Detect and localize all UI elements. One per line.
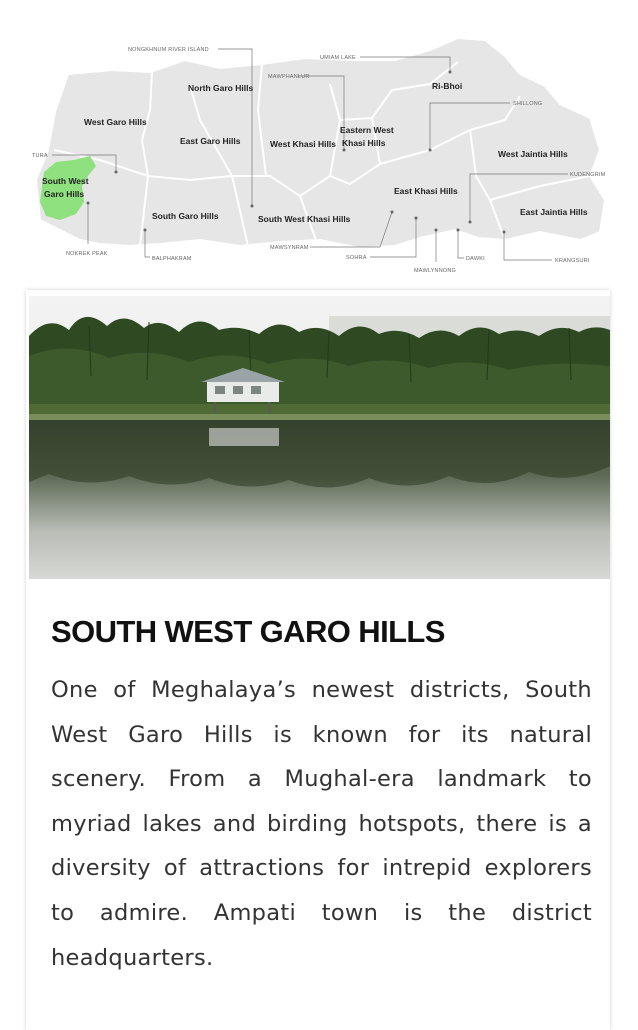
place-mawlynnong: MAWLYNNONG xyxy=(414,268,457,274)
label-ri-bhoi: Ri-Bhoi xyxy=(432,81,463,91)
label-south-west-garo-hills: South West xyxy=(42,176,89,186)
label-north-garo-hills: North Garo Hills xyxy=(188,83,254,93)
district-title: SOUTH WEST GARO HILLS xyxy=(51,614,445,649)
label-eastern-west-khasi-hills-2: Khasi Hills xyxy=(342,138,386,148)
label-south-west-khasi-hills: South West Khasi Hills xyxy=(258,214,351,224)
label-west-garo-hills: West Garo Hills xyxy=(84,117,147,127)
lake-scene-image xyxy=(29,296,610,579)
place-krangsuri: KRANGSURI xyxy=(555,258,590,264)
district-map xyxy=(0,0,638,290)
place-balphakram: BALPHAKRAM xyxy=(152,256,192,262)
place-nokrek: NOKREK PEAK xyxy=(66,251,108,257)
place-kudengrim: KUDENGRIM xyxy=(570,172,606,178)
label-east-khasi-hills: East Khasi Hills xyxy=(394,186,458,196)
label-west-jaintia-hills: West Jaintia Hills xyxy=(498,149,568,159)
label-west-khasi-hills: West Khasi Hills xyxy=(270,139,336,149)
place-mawphanlur: MAWPHANLUR xyxy=(268,74,310,80)
place-tura: TURA xyxy=(32,153,48,159)
label-eastern-west-khasi-hills: Eastern West xyxy=(340,125,394,135)
place-nongkhnum: NONGKHNUM RIVER ISLAND xyxy=(128,47,209,53)
district-description: One of Meghalaya’s newest districts, South West Garo Hills is known for its natural scenery. From a Mughal-era landmark to myriad lakes and birding hotspots, there is a diversity of attractions for intrepid explorers to admire. Ampati town is the district headquarters. xyxy=(51,677,592,971)
place-sohra: SOHRA xyxy=(346,255,367,261)
place-shillong: SHILLONG xyxy=(513,101,543,107)
place-dawki: DAWKI xyxy=(466,256,485,262)
label-south-west-garo-hills-2: Garo Hills xyxy=(44,189,85,199)
label-east-garo-hills: East Garo Hills xyxy=(180,136,241,146)
label-east-jaintia-hills: East Jaintia Hills xyxy=(520,207,588,217)
district-photo xyxy=(29,296,610,579)
place-umiam: UMIAM LAKE xyxy=(320,55,356,61)
district-card[interactable] xyxy=(26,290,610,1030)
place-mawsynram: MAWSYNRAM xyxy=(270,245,309,251)
meghalaya-map xyxy=(0,0,638,290)
label-south-garo-hills: South Garo Hills xyxy=(152,211,219,221)
